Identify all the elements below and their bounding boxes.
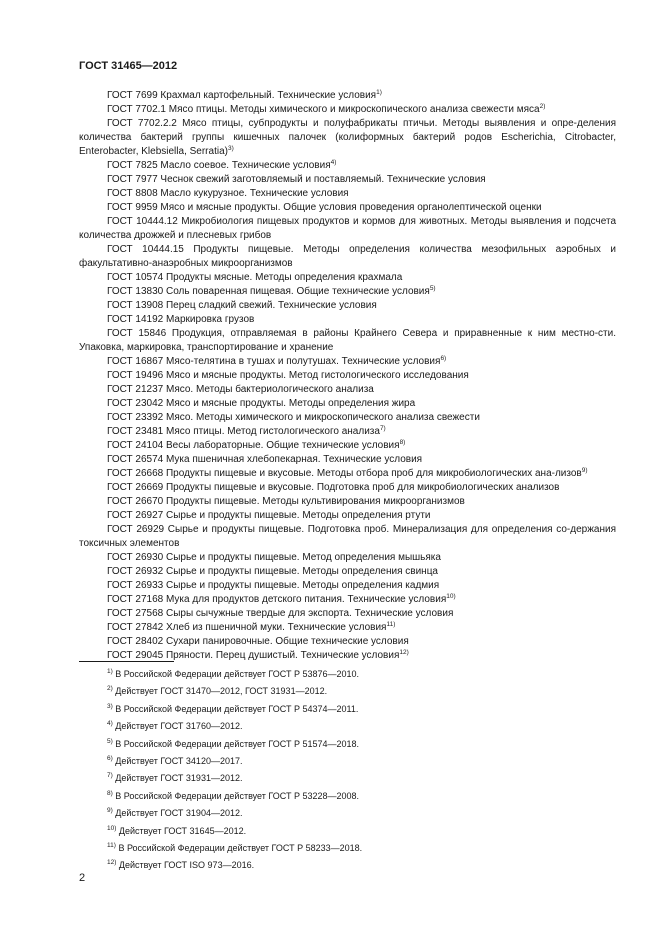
- page-number: 2: [79, 872, 86, 884]
- reference-text: ГОСТ 27842 Хлеб из пшеничной муки. Технические условия: [107, 622, 387, 633]
- reference-item: [79, 89, 616, 103]
- reference-text: ГОСТ 23042 Мясо и мясные продукты. Методы определения жира: [107, 398, 416, 409]
- reference-text: ГОСТ 26668 Продукты пищевые и вкусовые. Методы отбора проб для микробиологических ана-лизов: [107, 468, 582, 479]
- footnote-marker: 10): [446, 593, 456, 600]
- footnote-item: [107, 788, 607, 805]
- footnote-mark: 11): [107, 842, 116, 850]
- reference-text: ГОСТ 15846 Продукция, отправляемая в районы Крайнего Севера и приравненные к ним местно-сти. Упаковка, маркировка, транспортирование и хранение: [79, 328, 616, 353]
- reference-text: ГОСТ 7699 Крахмал картофельный. Технические условия: [107, 90, 377, 101]
- reference-item: [79, 621, 616, 635]
- reference-item: [79, 173, 616, 187]
- reference-text: ГОСТ 26933 Сырье и продукты пищевые. Методы определения кадмия: [107, 580, 440, 591]
- footnote-mark: 2): [107, 685, 113, 693]
- footnote-marker: 11): [386, 621, 396, 628]
- reference-item: [79, 159, 616, 173]
- footnote-text: Действует ГОСТ 34120—2017.: [115, 756, 243, 767]
- reference-text: ГОСТ 23481 Мясо птицы. Метод гистологического анализа: [107, 426, 380, 437]
- reference-text: ГОСТ 26669 Продукты пищевые и вкусовые. Подготовка проб для микробиологических анализов: [107, 482, 560, 493]
- reference-item: [79, 117, 616, 159]
- reference-item: [79, 411, 616, 425]
- footnote-text: В Российской Федерации действует ГОСТ Р 51574—2018.: [115, 738, 360, 749]
- footnote-text: В Российской Федерации действует ГОСТ Р 53228—2008.: [115, 790, 360, 801]
- reference-item: [79, 397, 616, 411]
- footnote-mark: 9): [107, 807, 113, 815]
- reference-item: [79, 453, 616, 467]
- footnote-mark: 5): [107, 737, 113, 745]
- footnote-item: [107, 718, 607, 735]
- footnote-text: В Российской Федерации действует ГОСТ Р 54374—2011.: [115, 703, 359, 714]
- reference-text: ГОСТ 8808 Масло кукурузное. Технические условия: [107, 188, 349, 199]
- reference-item: [79, 565, 616, 579]
- footnote-item: [107, 683, 607, 700]
- reference-text: ГОСТ 26932 Сырье и продукты пищевые. Методы определения свинца: [107, 566, 438, 577]
- footnote-mark: 8): [107, 789, 113, 797]
- reference-item: [79, 187, 616, 201]
- reference-text: ГОСТ 26670 Продукты пищевые. Методы культивирования микроорганизмов: [107, 496, 465, 507]
- reference-item: [79, 551, 616, 565]
- reference-item: [79, 607, 616, 621]
- reference-text: ГОСТ 23392 Мясо. Методы химического и микроскопического анализа свежести: [107, 412, 480, 423]
- reference-item: [79, 103, 616, 117]
- footnote-separator: [79, 661, 174, 662]
- footnote-item: [107, 857, 607, 874]
- footnote-item: [107, 823, 607, 840]
- reference-item: [79, 313, 616, 327]
- reference-item: [79, 299, 616, 313]
- footnote-mark: 12): [107, 859, 117, 867]
- reference-item: [79, 495, 616, 509]
- footnote-mark: 1): [107, 668, 113, 675]
- reference-text: ГОСТ 13908 Перец сладкий свежий. Технические условия: [107, 300, 377, 311]
- footnote-text: В Российской Федерации действует ГОСТ Р 58233—2018.: [118, 843, 363, 854]
- footnote-mark: 3): [107, 702, 113, 710]
- footnote-marker: 5): [429, 285, 436, 292]
- reference-text: ГОСТ 7702.2.2 Мясо птицы, субпродукты и полуфабрикаты птичьи. Методы выявления и опре-деления количества бактерий группы кишечных палочек (колиформных бактерий родов Escherichia, Citrobacter, Enterobacter, Klebsiella, Serratia): [79, 118, 616, 157]
- footnote-text: Действует ГОСТ 31931—2012.: [115, 773, 243, 784]
- footnotes-list: [107, 666, 607, 875]
- reference-text: ГОСТ 24104 Весы лабораторные. Общие технические условия: [107, 440, 400, 451]
- reference-item: [79, 579, 616, 593]
- footnote-marker: 1): [376, 89, 382, 96]
- reference-item: [79, 271, 616, 285]
- reference-text: ГОСТ 10574 Продукты мясные. Методы определения крахмала: [107, 272, 403, 283]
- footnote-marker: 9): [581, 467, 588, 474]
- footnote-marker: 4): [330, 159, 337, 166]
- footnote-item: [107, 753, 607, 770]
- reference-item: [79, 243, 616, 271]
- footnote-mark: 10): [107, 824, 117, 832]
- footnote-text: Действует ГОСТ 31645—2012.: [118, 825, 247, 836]
- reference-item: [79, 383, 616, 397]
- footnote-text: Действует ГОСТ 31760—2012.: [115, 721, 243, 732]
- reference-text: ГОСТ 10444.15 Продукты пищевые. Методы определения количества мезофильных аэробных и факультативно-анаэробных микроорганизмов: [79, 244, 616, 269]
- footnote-item: [107, 701, 607, 718]
- reference-text: ГОСТ 26927 Сырье и продукты пищевые. Методы определения ртути: [107, 510, 431, 521]
- footnote-mark: 4): [107, 720, 113, 728]
- reference-text: ГОСТ 28402 Сухари панировочные. Общие технические условия: [107, 636, 409, 647]
- reference-item: [79, 509, 616, 523]
- reference-item: [79, 285, 616, 299]
- reference-text: ГОСТ 27568 Сыры сычужные твердые для экспорта. Технические условия: [107, 608, 454, 619]
- reference-text: ГОСТ 21237 Мясо. Методы бактериологического анализа: [107, 384, 374, 395]
- reference-text: ГОСТ 26930 Сырье и продукты пищевые. Метод определения мышьяка: [107, 552, 441, 563]
- footnote-item: [107, 666, 607, 683]
- footnote-marker: 12): [399, 649, 409, 656]
- footnote-item: [107, 805, 607, 822]
- reference-text: ГОСТ 9959 Мясо и мясные продукты. Общие условия проведения органолептической оценки: [107, 202, 542, 213]
- footnote-text: Действует ГОСТ ISO 973—2016.: [118, 860, 255, 871]
- reference-text: ГОСТ 29045 Пряности. Перец душистый. Технические условия: [107, 650, 400, 661]
- reference-item: [79, 593, 616, 607]
- footnote-marker: 3): [227, 145, 234, 152]
- footnote-marker: 7): [379, 425, 386, 432]
- reference-text: ГОСТ 14192 Маркировка грузов: [107, 314, 255, 325]
- reference-text: ГОСТ 26929 Сырье и продукты пищевые. Подготовка проб. Минерализация для определения со-держания токсичных элементов: [79, 524, 616, 549]
- reference-item: [79, 467, 616, 481]
- footnote-mark: 7): [107, 772, 113, 780]
- page-header: ГОСТ 31465—2012: [79, 60, 178, 72]
- reference-item: [79, 523, 616, 551]
- footnote-text: Действует ГОСТ 31904—2012.: [115, 808, 243, 819]
- reference-item: [79, 425, 616, 439]
- reference-text: ГОСТ 10444.12 Микробиология пищевых продуктов и кормов для животных. Методы выявления и подсчета количества дрожжей и плесневых грибов: [79, 216, 616, 241]
- reference-text: ГОСТ 16867 Мясо-телятина в тушах и полутушах. Технические условия: [107, 356, 441, 367]
- footnote-item: [107, 840, 607, 857]
- footnote-item: [107, 770, 607, 787]
- footnote-item: [107, 736, 607, 753]
- reference-item: [79, 635, 616, 649]
- reference-text: ГОСТ 7825 Масло соевое. Технические условия: [107, 160, 331, 171]
- reference-item: [79, 481, 616, 495]
- footnote-mark: 6): [107, 755, 113, 763]
- reference-item: [79, 327, 616, 355]
- reference-text: ГОСТ 26574 Мука пшеничная хлебопекарная. Технические условия: [107, 454, 423, 465]
- footnote-marker: 8): [399, 439, 406, 446]
- normative-references-list: [79, 89, 616, 663]
- reference-text: ГОСТ 7977 Чеснок свежий заготовляемый и поставляемый. Технические условия: [107, 174, 486, 185]
- reference-item: [79, 439, 616, 453]
- footnote-text: Действует ГОСТ 31470—2012, ГОСТ 31931—2012.: [115, 686, 328, 697]
- reference-text: ГОСТ 7702.1 Мясо птицы. Методы химического и микроскопического анализа свежести мяса: [107, 104, 540, 115]
- footnote-marker: 2): [539, 103, 546, 110]
- reference-text: ГОСТ 19496 Мясо и мясные продукты. Метод гистологического исследования: [107, 370, 469, 381]
- reference-text: ГОСТ 27168 Мука для продуктов детского питания. Технические условия: [107, 594, 447, 605]
- reference-item: [79, 355, 616, 369]
- reference-item: [79, 369, 616, 383]
- reference-item: [79, 215, 616, 243]
- footnote-text: В Российской Федерации действует ГОСТ Р 53876—2010.: [115, 669, 360, 679]
- reference-item: [79, 201, 616, 215]
- reference-text: ГОСТ 13830 Соль поваренная пищевая. Общие технические условия: [107, 286, 430, 297]
- footnote-marker: 6): [440, 355, 447, 362]
